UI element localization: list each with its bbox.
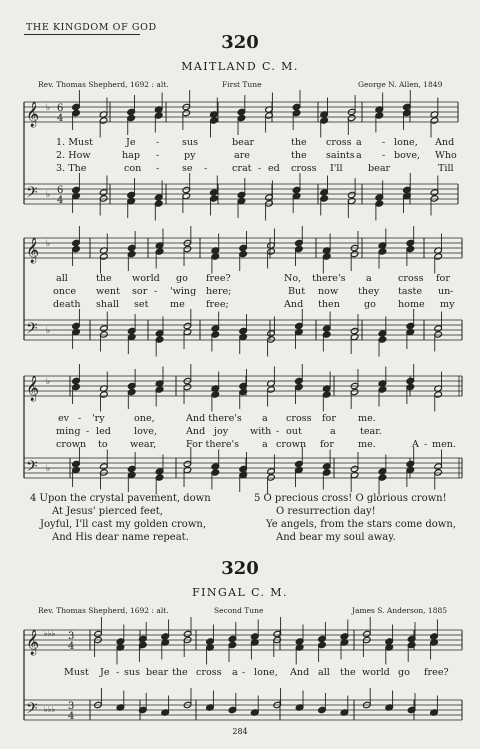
lyric-word: crat	[232, 163, 252, 174]
lyric-word: sus	[124, 667, 141, 678]
lyric-word: set	[134, 299, 149, 310]
lyric-word: joy	[214, 426, 229, 437]
time-signature: 4	[68, 641, 75, 652]
lyric-word: wear,	[130, 439, 157, 450]
lyric-word: led	[96, 426, 111, 437]
lyric-word: one,	[134, 413, 155, 424]
tune-name-second: FINGAL C. M.	[192, 586, 288, 599]
lyric-word: to	[98, 439, 108, 450]
tune-label: First Tune	[222, 80, 262, 89]
lyric-word: shall	[96, 299, 119, 310]
lyric-word: And	[284, 299, 304, 310]
lyric-word: taste	[398, 286, 423, 297]
tune-label-second: Second Tune	[214, 606, 264, 615]
lyric-word: -	[154, 286, 158, 297]
lyric-word: now	[318, 286, 339, 297]
lyric-word: And	[186, 426, 206, 437]
lyric-word: they	[358, 286, 380, 297]
treble-clef-icon: 𝄞	[26, 630, 40, 655]
lyric-word: cross	[196, 667, 222, 678]
lyric-word: a	[356, 137, 362, 148]
lyric-word: lone,	[254, 667, 278, 678]
lyric-word: Je	[126, 137, 136, 148]
lyric-word: the	[291, 137, 307, 148]
lyric-word: -	[204, 163, 208, 174]
lyric-word: bear	[368, 163, 391, 174]
lyric-word: 3. The	[56, 163, 87, 174]
lyric-word: -	[156, 150, 160, 161]
treble-clef-icon: 𝄞	[26, 102, 40, 127]
lyric-word: death	[53, 299, 81, 310]
lyric-word: me	[170, 299, 185, 310]
lyric-word: Must	[64, 667, 89, 678]
lyric-word: a	[262, 413, 268, 424]
lyric-word: once	[53, 286, 77, 297]
lyric-word: are	[234, 150, 250, 161]
flat-icon: ♭	[46, 190, 51, 200]
lyric-word: ming	[56, 426, 81, 437]
lyric-word: crown	[56, 439, 87, 450]
time-signature: 6	[57, 185, 64, 196]
time-signature: 4	[57, 113, 64, 124]
flat-icon: ♭	[46, 464, 51, 474]
lyric-word: cross	[291, 163, 317, 174]
lyric-word: -	[78, 413, 82, 424]
stanza-line: O resurrection day!	[276, 506, 376, 517]
lyric-word: for	[322, 413, 336, 424]
lyric-word: free?	[206, 273, 231, 284]
lyric-word: Who	[435, 150, 457, 161]
lyric-word: -	[450, 286, 454, 297]
lyric-word: the	[96, 273, 112, 284]
stanza-line: Joyful, I'll cast my golden crown,	[40, 519, 206, 530]
lyric-word: -	[156, 137, 160, 148]
lyric-word: -	[276, 426, 280, 437]
lyric-word: -	[242, 667, 246, 678]
lyric-word: go	[364, 299, 376, 310]
lyric-word: a	[356, 150, 362, 161]
lyric-word: free;	[206, 299, 229, 310]
lyric-word: -	[382, 150, 386, 161]
time-signature: 6	[57, 103, 64, 114]
lyric-word: cross	[398, 273, 424, 284]
stanza-line: And bear my soul away.	[276, 532, 396, 543]
lyric-word: bear	[232, 137, 255, 148]
lyric-word: me.	[358, 413, 376, 424]
bass-clef-icon: 𝄢	[26, 184, 38, 205]
lyric-word: world	[362, 667, 390, 678]
lyric-word: me.	[358, 439, 376, 450]
lyric-word: 1. Must	[56, 137, 93, 148]
lyric-word: the	[172, 667, 188, 678]
lyric-word: tear.	[360, 426, 382, 437]
lyric-word: And	[435, 137, 455, 148]
lyric-word: all	[318, 667, 330, 678]
lyric-word: Je	[100, 667, 110, 678]
time-signature: 4	[57, 195, 64, 206]
stanza-line: At Jesus' pierced feet,	[52, 506, 163, 517]
bass-clef-icon: 𝄢	[26, 458, 38, 479]
time-signature: 3	[68, 701, 75, 712]
lyric-word: hap	[122, 150, 141, 161]
flat-icon: ♭♭♭	[44, 705, 56, 714]
lyric-word: saints	[326, 150, 355, 161]
lyric-word: a	[262, 439, 268, 450]
lyric-word: with	[250, 426, 272, 437]
treble-clef-icon: 𝄞	[26, 238, 40, 263]
lyric-word: bear	[146, 667, 169, 678]
flat-icon: ♭♭♭	[44, 629, 56, 638]
lyric-word: ev	[58, 413, 70, 424]
time-signature: 3	[68, 631, 75, 642]
lyric-word: con	[124, 163, 142, 174]
stanza-line: 4 Upon the crystal pavement, down	[30, 493, 211, 504]
lyric-word: the	[340, 667, 356, 678]
lyric-word: here;	[206, 286, 232, 297]
lyric-word: sus	[182, 137, 199, 148]
lyric-word: A	[412, 439, 419, 450]
lyric-word: crown	[276, 439, 307, 450]
lyric-word: I'll	[330, 163, 343, 174]
lyric-word: 'wing	[170, 286, 197, 297]
lyric-word: for	[320, 439, 334, 450]
lyric-word: bove,	[394, 150, 421, 161]
section-title: THE KINGDOM OF GOD	[26, 22, 157, 33]
lyric-word: Till	[438, 163, 454, 174]
lyric-word: then	[318, 299, 340, 310]
lyric-word: out	[286, 426, 302, 437]
lyric-word: For there's	[186, 439, 240, 450]
lyric-word: free?	[424, 667, 449, 678]
hymn-number: 320	[221, 32, 259, 53]
lyric-word: -	[382, 137, 386, 148]
stanza-line: 5 O precious cross! O glorious crown!	[254, 493, 447, 504]
lyric-word: py	[184, 150, 196, 161]
flat-icon: ♭	[46, 326, 51, 336]
page-number: 284	[232, 727, 248, 736]
composer-credit-second: James S. Anderson, 1885	[352, 606, 448, 615]
lyric-word: all	[56, 273, 68, 284]
lyric-word: home	[398, 299, 425, 310]
time-signature: 4	[68, 711, 75, 722]
treble-clef-icon: 𝄞	[26, 376, 40, 401]
lyric-word: cross	[326, 137, 352, 148]
lyric-word: No,	[284, 273, 302, 284]
lyric-word: And there's	[186, 413, 242, 424]
lyric-word: love,	[134, 426, 157, 437]
lyric-word: But	[288, 286, 306, 297]
lyric-word: the	[291, 150, 307, 161]
lyric-word: 2. How	[56, 150, 91, 161]
lyric-word: go	[398, 667, 410, 678]
stanza-line: Ye angels, from the stars come down,	[266, 519, 456, 530]
author-credit: Rev. Thomas Shepherd, 1692 : alt.	[38, 80, 169, 89]
lyric-word: a	[330, 426, 336, 437]
lyric-word: -	[258, 163, 262, 174]
flat-icon: ♭	[46, 239, 51, 249]
author-credit-second: Rev. Thomas Shepherd, 1692 : alt.	[38, 606, 169, 615]
lyric-word: -	[86, 426, 90, 437]
lyric-word: a	[366, 273, 372, 284]
lyric-word: lone,	[394, 137, 418, 148]
lyric-word: 'ry	[92, 413, 105, 424]
lyric-word: se	[182, 163, 193, 174]
lyric-word: -	[116, 667, 120, 678]
lyric-word: -	[424, 439, 428, 450]
bass-clef-icon: 𝄢	[26, 320, 38, 341]
lyric-word: And	[290, 667, 310, 678]
flat-icon: ♭	[46, 377, 51, 387]
lyric-word: a	[232, 667, 238, 678]
lyric-word: go	[176, 273, 188, 284]
lyric-word: went	[96, 286, 120, 297]
composer-credit: George N. Allen, 1849	[358, 80, 443, 89]
lyric-word: sor	[132, 286, 148, 297]
lyric-word: world	[132, 273, 160, 284]
bass-clef-icon: 𝄢	[26, 700, 38, 721]
tune-name: MAITLAND C. M.	[181, 60, 299, 73]
stanza-line: And His dear name repeat.	[52, 532, 189, 543]
flat-icon: ♭	[46, 103, 51, 113]
lyric-word: for	[436, 273, 450, 284]
lyric-word: un	[438, 286, 451, 297]
lyric-word: ed	[268, 163, 280, 174]
lyric-word: cross	[286, 413, 312, 424]
lyric-word: my	[440, 299, 455, 310]
lyric-word: men.	[432, 439, 457, 450]
lyric-word: there's	[312, 273, 346, 284]
hymn-number-second: 320	[221, 558, 259, 579]
lyric-word: -	[156, 163, 160, 174]
